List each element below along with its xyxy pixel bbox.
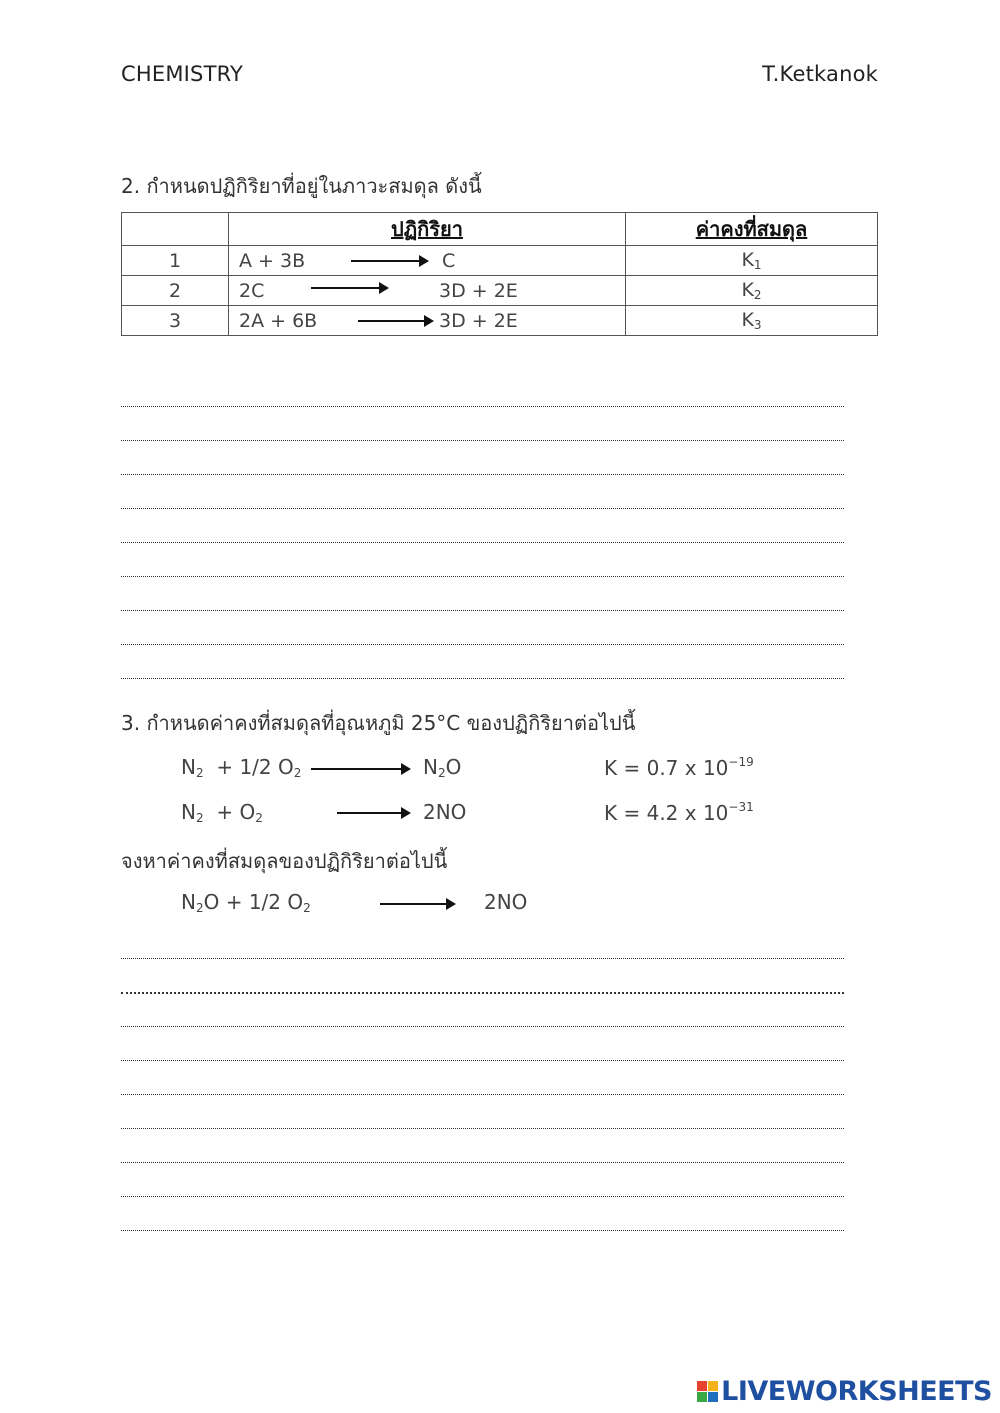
question-2-title: 2. กำหนดปฏิกิริยาที่อยู่ในภาวะสมดุล ดังนี้ — [121, 174, 482, 198]
equation-2-product: 2NO — [423, 800, 467, 824]
answer-line[interactable] — [121, 508, 844, 509]
header-cell-constant: ค่าคงที่สมดุล — [626, 213, 878, 246]
table-row — [122, 276, 878, 306]
answer-line[interactable] — [121, 1162, 844, 1163]
header-subject: CHEMISTRY — [121, 62, 244, 86]
answer-line[interactable] — [121, 474, 844, 475]
products: 3D + 2E — [439, 310, 518, 332]
liveworksheets-mark-icon — [697, 1381, 718, 1402]
table-row — [122, 246, 878, 276]
answer-line[interactable] — [121, 440, 844, 441]
reaction-arrow-icon — [311, 287, 387, 289]
equation-1-constant: K = 0.7 x $10^{-19}$ — [604, 755, 754, 780]
equation-1-product: $N_2O$ — [423, 755, 462, 780]
answer-line[interactable] — [121, 992, 844, 994]
answer-line[interactable] — [121, 678, 844, 679]
answer-line[interactable] — [121, 610, 844, 611]
equilibrium-constant: $K_3$ — [626, 306, 878, 336]
reactants: A + 3B — [239, 250, 306, 272]
answer-line[interactable] — [121, 644, 844, 645]
table-header-row — [122, 213, 878, 246]
header-author: T.Ketkanok — [762, 62, 878, 86]
answer-line[interactable] — [121, 1060, 844, 1061]
row-number: 3 — [122, 306, 229, 336]
equilibrium-constant: $K_1$ — [626, 246, 878, 276]
row-number: 1 — [122, 246, 229, 276]
answer-line[interactable] — [121, 576, 844, 577]
reaction-arrow-icon — [311, 768, 409, 770]
logo-square — [697, 1392, 707, 1402]
reaction-table — [121, 212, 878, 336]
equilibrium-constant: $K_2$ — [626, 276, 878, 306]
answer-line[interactable] — [121, 1094, 844, 1095]
answer-line[interactable] — [121, 542, 844, 543]
answer-line[interactable] — [121, 1230, 844, 1231]
reaction-arrow-icon — [351, 260, 427, 262]
row-number: 2 — [122, 276, 229, 306]
table-row — [122, 306, 878, 336]
header-cell-number — [122, 213, 229, 246]
answer-line[interactable] — [121, 1196, 844, 1197]
reactants: 2C — [239, 280, 265, 302]
reaction-arrow-icon — [380, 903, 454, 905]
equation-2-constant: K = 4.2 x $10^{-31}$ — [604, 800, 754, 825]
logo-text: LIVEWORKSHEETS — [721, 1376, 992, 1407]
reaction-arrow-icon — [358, 320, 432, 322]
answer-line[interactable] — [121, 1128, 844, 1129]
reaction-arrow-icon — [337, 812, 409, 814]
header-cell-reaction: ปฏิกิริยา — [229, 213, 626, 246]
answer-line[interactable] — [121, 1026, 844, 1027]
target-equation-product: 2NO — [484, 890, 528, 914]
answer-line[interactable] — [121, 958, 844, 959]
reactants: 2A + 6B — [239, 310, 318, 332]
question-3-title: 3. กำหนดค่าคงที่สมดุลที่อุณหภูมิ 25°C ของปฏิกิริยาต่อไปนี้ — [121, 711, 636, 735]
logo-square — [697, 1381, 707, 1391]
find-instruction: จงหาค่าคงที่สมดุลของปฏิกิริยาต่อไปนี้ — [121, 849, 448, 873]
products: 3D + 2E — [439, 280, 518, 302]
logo-square — [708, 1392, 718, 1402]
liveworksheets-logo — [697, 1376, 992, 1407]
equation-2-reactants: $N_2 + O_2$ — [181, 800, 263, 825]
products: C — [442, 250, 456, 272]
equation-1-reactants: $N_2 + 1/2$ $O_2$ — [181, 755, 302, 780]
logo-square — [708, 1381, 718, 1391]
target-equation-reactants: $N_2O + 1/2$ $O_2$ — [181, 890, 311, 915]
answer-line[interactable] — [121, 406, 844, 407]
